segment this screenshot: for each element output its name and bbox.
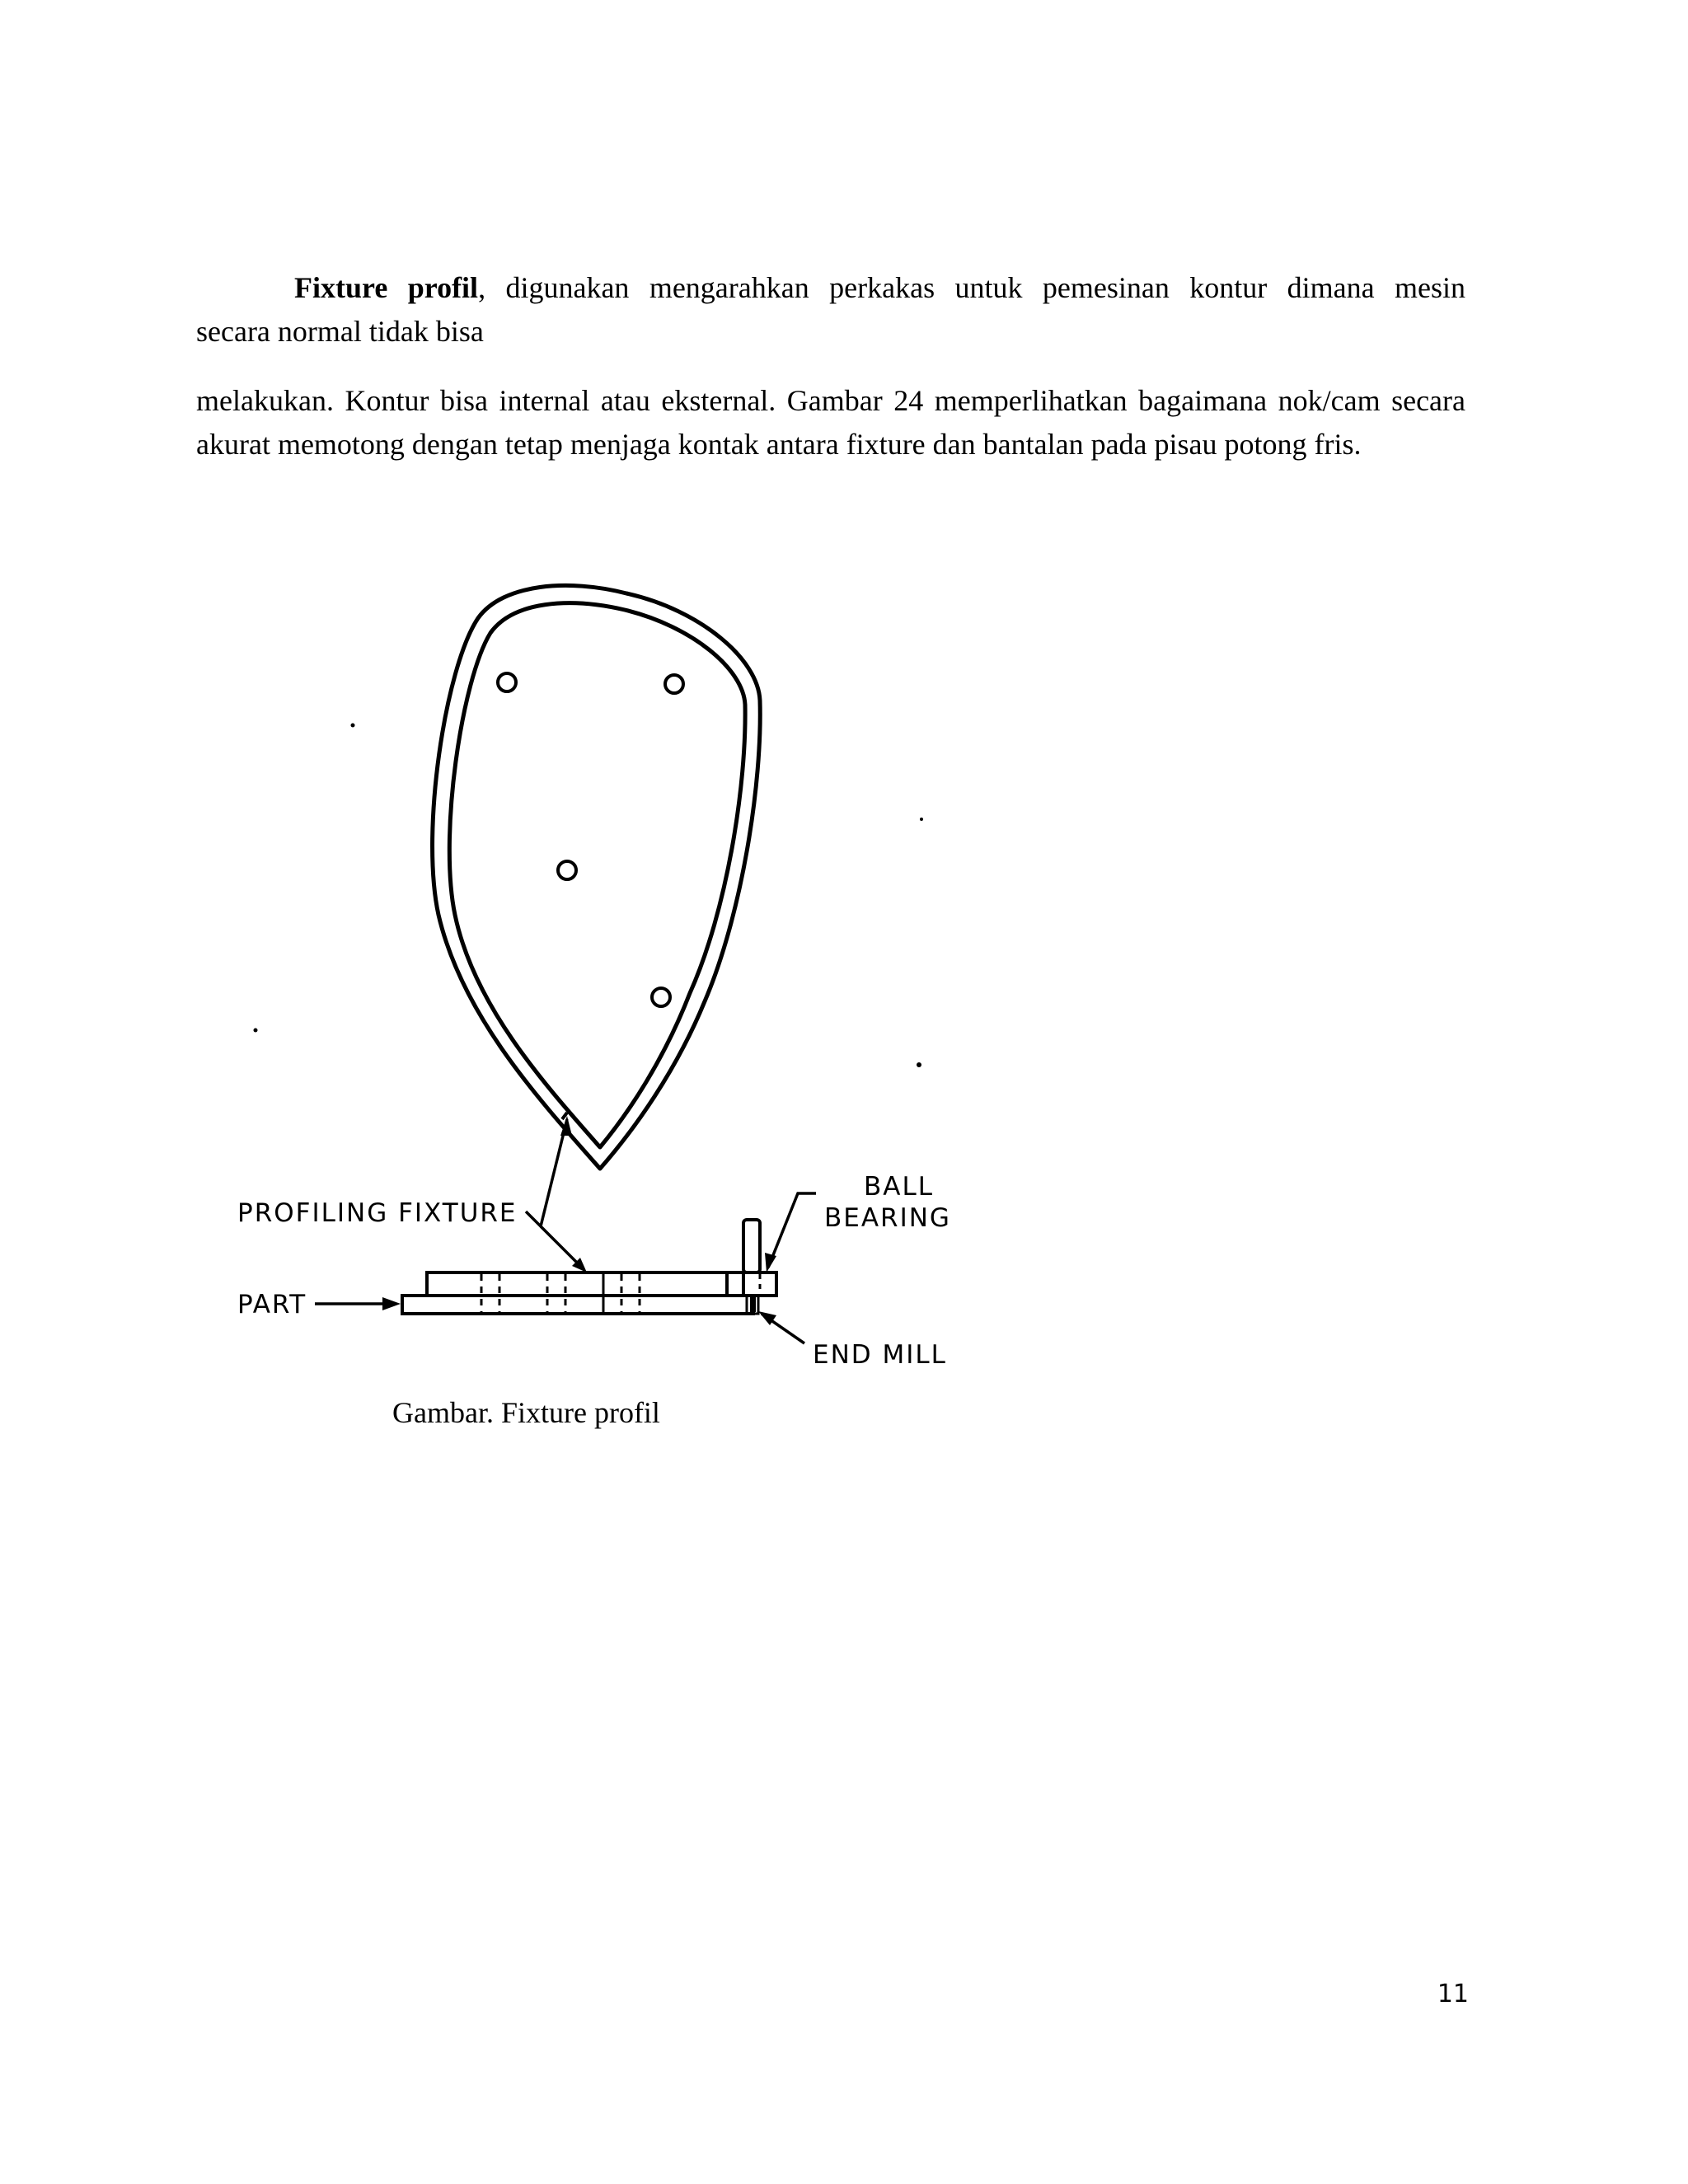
profiling-fixture-figure: [223, 569, 989, 1393]
side-view-part-plate: [402, 1296, 753, 1314]
end-mill-shank: [743, 1220, 760, 1272]
fixture-plate-inner-outline: [449, 603, 745, 1147]
paragraph-first-line-rest: , digunakan mengarahkan perkakas untuk pemesinan kontur dimana mesin: [478, 271, 1465, 304]
bold-term: Fixture profil: [294, 271, 479, 304]
scan-speck: [920, 818, 923, 821]
label-end-mill: END MILL: [813, 1340, 947, 1370]
figure-caption: Gambar. Fixture profil: [392, 1396, 660, 1429]
scan-speck: [254, 1029, 258, 1033]
label-ball: BALL: [864, 1172, 935, 1202]
profiling-fixture-drawing: [223, 569, 989, 1393]
scan-speck: [917, 1062, 921, 1067]
paragraph-fixture-profil-intro: [196, 266, 1465, 354]
page-number: 11: [1437, 1980, 1469, 2008]
scan-speck: [351, 724, 355, 728]
leader-lines: [315, 1119, 816, 1343]
hole-icon: [652, 988, 670, 1006]
paragraph-second-line: secara normal tidak bisa: [196, 315, 484, 348]
label-profiling-fixture: PROFILING FIXTURE: [237, 1198, 518, 1228]
fixture-plate-outer-outline: [433, 585, 761, 1169]
paragraph-first-line: [196, 266, 1465, 310]
ball-bearing-hidden-lines: [743, 1274, 760, 1296]
hole-icon: [498, 673, 516, 691]
paragraph-contour-description: melakukan. Kontur bisa internal atau eksternal. Gambar 24 memperlihatkan bagaimana nok/cam secara akurat memotong dengan tetap menjaga kontak antara fixture dan bantalan pada pisau potong fris.: [196, 384, 1465, 461]
side-view-fixture-plate: [427, 1272, 743, 1296]
hole-icon: [558, 861, 576, 879]
label-part: PART: [237, 1290, 307, 1319]
ball-bearing: [727, 1272, 776, 1296]
label-bearing: BEARING: [824, 1203, 951, 1233]
hole-icon: [665, 675, 683, 693]
